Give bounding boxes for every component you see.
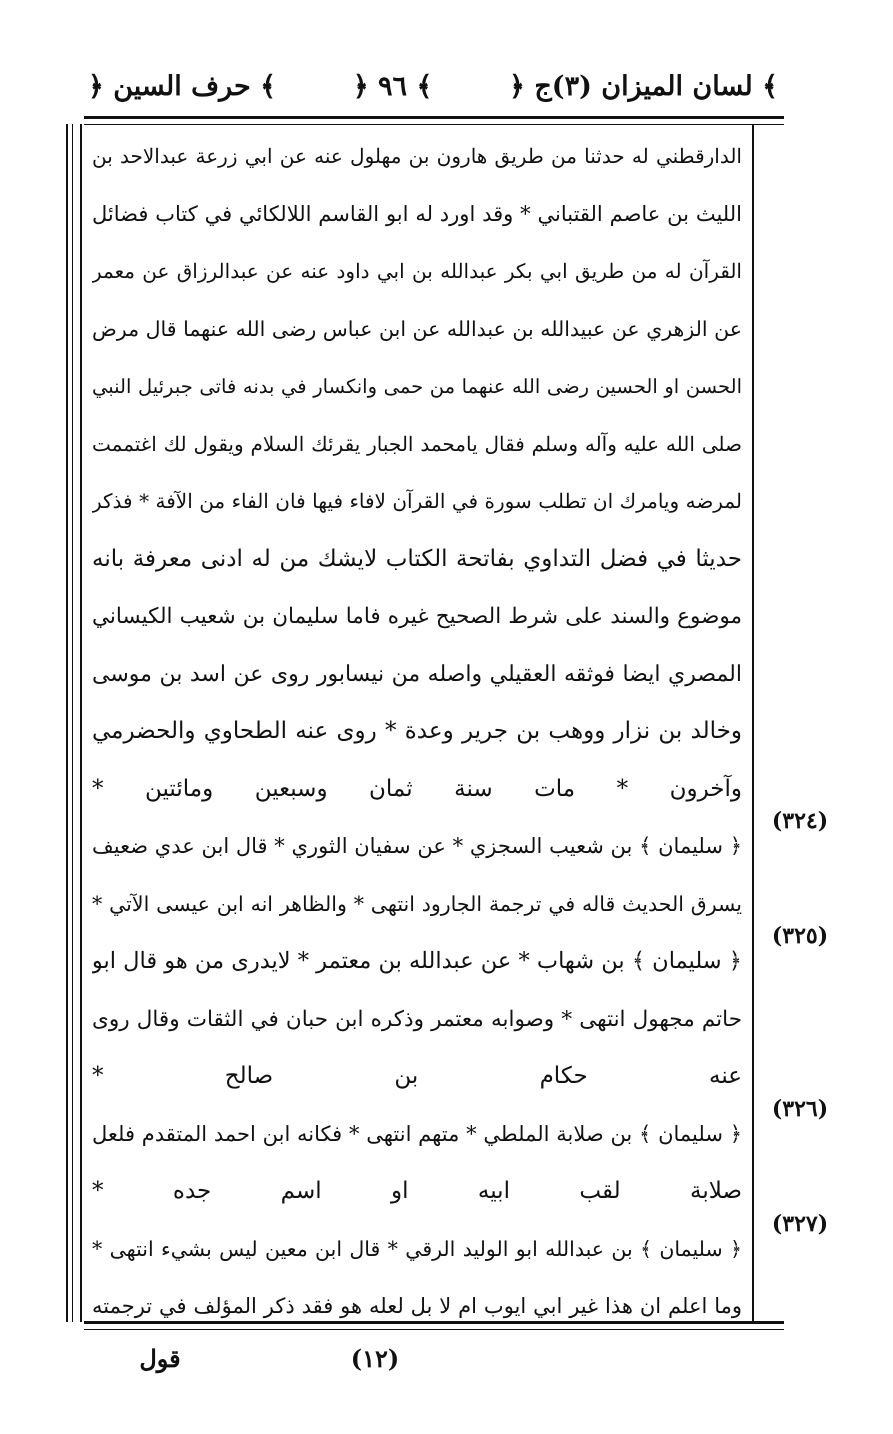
text-line: عن الزهري عن عبيدالله بن عبدالله عن ابن عباس رضى الله عنهما قال مرض	[92, 316, 742, 341]
header-title: ﴿ لسان الميزان (٣)ج ﴾	[509, 70, 778, 102]
text-line: صلى الله عليه وآله وسلم فقال يامحمد الجبار يقرئك السلام ويقول لك اغتممت	[92, 431, 742, 456]
running-header	[88, 62, 778, 110]
signature-mark: (١٢)	[350, 1344, 400, 1373]
text-line: عنه حكام بن صالح *	[92, 1063, 742, 1089]
right-rule	[752, 124, 754, 1322]
text-line: يسرق الحديث قاله في ترجمة الجارود انتهى * والظاهر انه ابن عيسى الآتي *	[92, 891, 742, 916]
text-line: حاتم مجهول انتهى * وصوابه معتمر وذكره ابن حبان في الثقات وقال روى	[92, 1006, 742, 1032]
top-rule-thin	[84, 124, 784, 125]
text-line: موضوع والسند على شرط الصحيح غيره فاما سليمان بن شعيب الكيساني	[92, 604, 742, 629]
entry-heading-line: ﴿ سليمان ﴾ بن شعيب السجزي * عن سفيان الثوري * قال ابن عدي ضعيف	[92, 834, 742, 858]
text-line: صلابة لقب ابيه او اسم جده *	[92, 1178, 742, 1204]
entry-heading-line: ﴿ سليمان ﴾ بن صلابة الملطي * متهم انتهى * فكانه ابن احمد المتقدم فلعل	[92, 1121, 742, 1146]
text-line: وخالد بن نزار ووهب بن جرير وعدة * روى عنه الطحاوي والحضرمي	[92, 718, 742, 744]
left-rule	[66, 124, 68, 1322]
body-text	[92, 128, 742, 1336]
left-rule-inner	[80, 124, 82, 1322]
header-page-number: ﴿ ٩٦ ﴾	[352, 70, 433, 102]
left-rule-thin	[72, 124, 73, 1322]
text-line: حديثا في فضل التداوي بفاتحة الكتاب لايشك من له ادنى معرفة بانه	[92, 545, 742, 572]
catchword: قول	[139, 1344, 181, 1373]
entry-number: (٣٢٥)	[771, 923, 829, 949]
entry-heading-line: ﴿ سليمان ﴾ بن شهاب * عن عبدالله بن معتمر * لايدرى من هو قال ابو	[92, 948, 742, 974]
entry-heading-line: ﴿ سليمان ﴾ بن عبدالله ابو الوليد الرقي * قال ابن معين ليس بشيء انتهى *	[92, 1236, 742, 1261]
text-line: الليث بن عاصم القتباني * وقد اورد له ابو القاسم اللالكائي في كتاب فضائل	[92, 201, 742, 226]
text-line: القرآن له من طريق ابي بكر عبدالله بن ابي داود عنه عن عبدالرزاق عن معمر	[92, 259, 742, 283]
entry-number: (٣٢٧)	[771, 1211, 829, 1237]
header-section: ﴿ حرف السين ﴾	[88, 70, 276, 102]
top-rule	[84, 116, 784, 119]
text-line: المصري ايضا فوثقه العقيلي واصله من نيسابور روى عن اسد بن موسى	[92, 661, 742, 687]
text-line: الحسن او الحسين رضى الله عنهما من حمى وانكسار في بدنه فاتى جبرئيل النبي	[92, 375, 742, 398]
entry-number: (٣٢٦)	[771, 1096, 829, 1122]
text-line: الدارقطني له حدثنا من طريق هارون بن مهلول عنه عن ابي زرعة عبدالاحد بن	[92, 144, 742, 168]
text-line: وآخرون * مات سنة ثمان وسبعين ومائتين *	[92, 775, 742, 802]
text-line: وما اعلم ان هذا غير ابي ايوب ام لا بل لعله هو فقد ذكر المؤلف في ترجمته	[92, 1294, 742, 1318]
text-line: لمرضه ويامرك ان تطلب سورة في القرآن لافاء فيها فان الفاء من الآفة * فذكر	[92, 489, 742, 513]
entry-number: (٣٢٤)	[771, 808, 829, 834]
